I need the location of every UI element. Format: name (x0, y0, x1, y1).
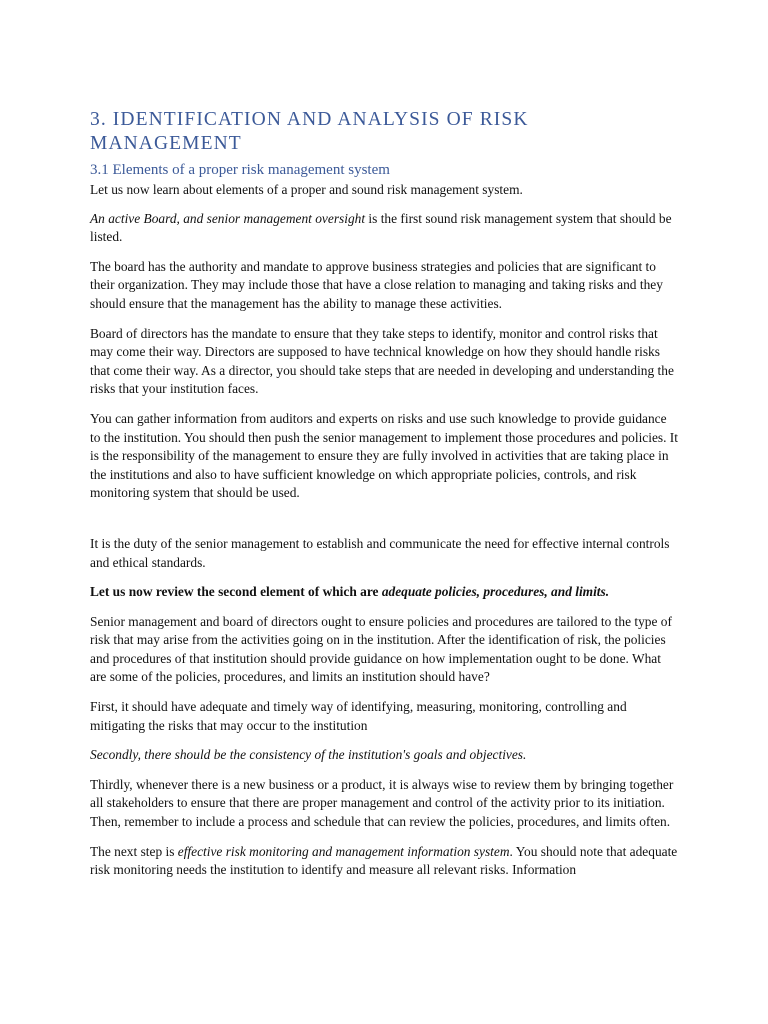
second-element-lead: Let us now review the second element of which are (90, 584, 382, 600)
paragraph-board-oversight (90, 210, 680, 247)
document-page (90, 108, 680, 891)
paragraph-board-oversight-text: is the first sound risk management system that should be listed. (90, 210, 672, 245)
paragraph-intro: Let us now learn about elements of a proper and sound risk management system. (90, 182, 523, 197)
next-step-text: . You should note that adequate risk monitoring needs the institution to identify and measure all relevant risks. Information (90, 843, 678, 878)
section-heading: 3. IDENTIFICATION AND ANALYSIS OF RISK MANAGEMENT (90, 109, 529, 154)
paragraph-second-point: Secondly, there should be the consistency of the institution's goals and objectives. (90, 747, 527, 763)
paragraph-second-element (90, 583, 680, 602)
paragraph-directors-mandate: Board of directors has the mandate to ensure that they take steps to identify, monitor and control risks that may come their way. Directors are supposed to have technical knowledge on how they should handle risks that come their way. As a director, you should take steps that are needed in developing and understanding the risks that your institution faces. (90, 325, 674, 397)
paragraph-gather-information: You can gather information from auditors and experts on risks and use such knowledge to provide guidance to the institution. You should then push the senior management to implement those procedures and policies. It is the responsibility of the management to ensure they are fully involved in activities that are taking place in the institutions and also to have sufficient knowledge on which appropriate policies, controls, and risk monitoring system that should be used. (90, 410, 678, 501)
subsection-heading: 3.1 Elements of a proper risk management system (90, 162, 390, 178)
paragraph-next-step (90, 843, 680, 880)
paragraph-board-authority: The board has the authority and mandate to approve business strategies and policies that are significant to their organization. They may include those that have a close relation to managing and taking risks and they should ensure that the management has the ability to manage these activities. (90, 258, 663, 311)
paragraph-senior-duty: It is the duty of the senior management to establish and communicate the need for effective internal controls and ethical standards. (90, 535, 670, 570)
emphasis-risk-monitoring: effective risk monitoring and management information system (177, 843, 510, 859)
paragraph-first-point: First, it should have adequate and timely way of identifying, measuring, monitoring, controlling and mitigating the risks that may occur to the institution (90, 699, 627, 733)
emphasis-board-oversight: An active Board, and senior management oversight (90, 210, 366, 226)
next-step-lead: The next step is (90, 843, 178, 859)
paragraph-tailored-policies: Senior management and board of directors ought to ensure policies and procedures are tailored to the type of risk that may arise from the activities going on in the institution. After the identification of risk, the policies and procedures of that institution should provide guidance on how implementation ought to be done. What are some of the policies, procedures, and limits an institution should have? (90, 613, 672, 685)
paragraph-third-point: Thirdly, whenever there is a new business or a product, it is always wise to review them by bringing together all stakeholders to ensure that there are proper management and control of the activity prior to its initiation. Then, remember to include a process and schedule that can review the policies, procedures, and limits often. (90, 776, 674, 830)
emphasis-policies-procedures: adequate policies, procedures, and limits. (381, 584, 610, 600)
